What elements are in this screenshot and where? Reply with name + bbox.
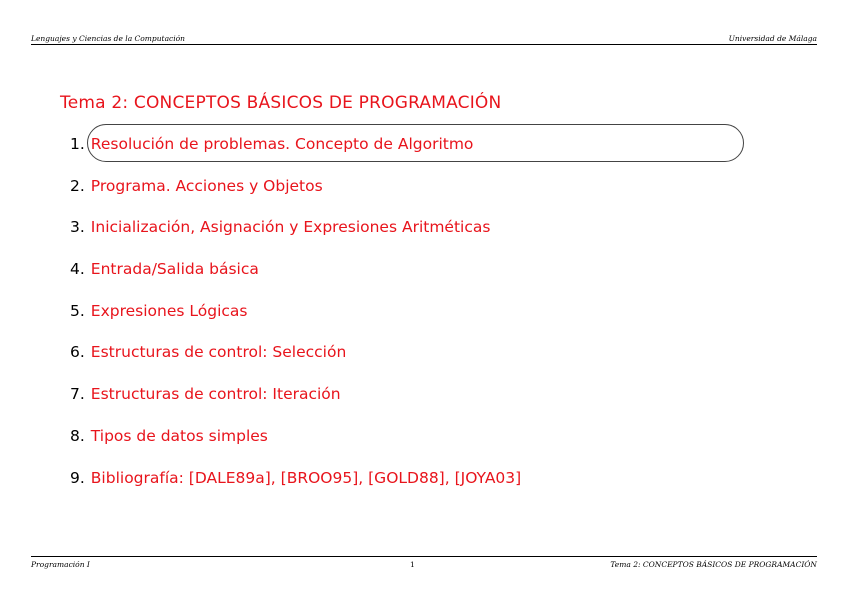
list-item[interactable] (70, 177, 521, 219)
list-item[interactable] (70, 427, 521, 469)
item-label: Estructuras de control: Selección (90, 343, 347, 362)
header-university: Universidad de Málaga (728, 34, 817, 43)
item-label: Expresiones Lógicas (90, 301, 248, 320)
item-number: 4. (70, 260, 85, 279)
item-label: Entrada/Salida básica (90, 260, 259, 279)
item-number: 6. (70, 343, 85, 362)
header-rule (31, 44, 817, 45)
item-number: 3. (70, 218, 85, 237)
list-item[interactable] (70, 302, 521, 344)
item-label: Inicialización, Asignación y Expresiones Aritméticas (90, 218, 491, 237)
item-label: Programa. Acciones y Objetos (90, 176, 323, 195)
item-label: Bibliografía: [DALE89a], [BROO95], [GOLD88], [JOYA03] (90, 468, 522, 487)
list-item[interactable] (70, 385, 521, 427)
item-number: 2. (70, 176, 85, 195)
item-label: Estructuras de control: Iteración (90, 385, 341, 404)
item-number: 7. (70, 385, 85, 404)
list-item[interactable] (70, 135, 521, 177)
item-number: 8. (70, 426, 85, 445)
slide-title: Tema 2: CONCEPTOS BÁSICOS DE PROGRAMACIÓN (60, 93, 502, 113)
topic-list (70, 135, 521, 510)
item-number: 5. (70, 301, 85, 320)
page-number: 1 (410, 560, 415, 569)
footer-topic: Tema 2: CONCEPTOS BÁSICOS DE PROGRAMACIÓN (610, 560, 817, 569)
footer-rule (31, 556, 817, 557)
list-item[interactable] (70, 343, 521, 385)
list-item[interactable] (70, 218, 521, 260)
item-label: Resolución de problemas. Concepto de Algoritmo (90, 135, 474, 153)
item-label: Tipos de datos simples (90, 426, 268, 445)
header-course-department: Lenguajes y Ciencias de la Computación (31, 34, 185, 43)
item-number: 1. (70, 135, 85, 153)
list-item[interactable] (70, 260, 521, 302)
footer-course: Programación I (31, 560, 90, 569)
list-item[interactable] (70, 469, 521, 511)
item-number: 9. (70, 468, 85, 487)
